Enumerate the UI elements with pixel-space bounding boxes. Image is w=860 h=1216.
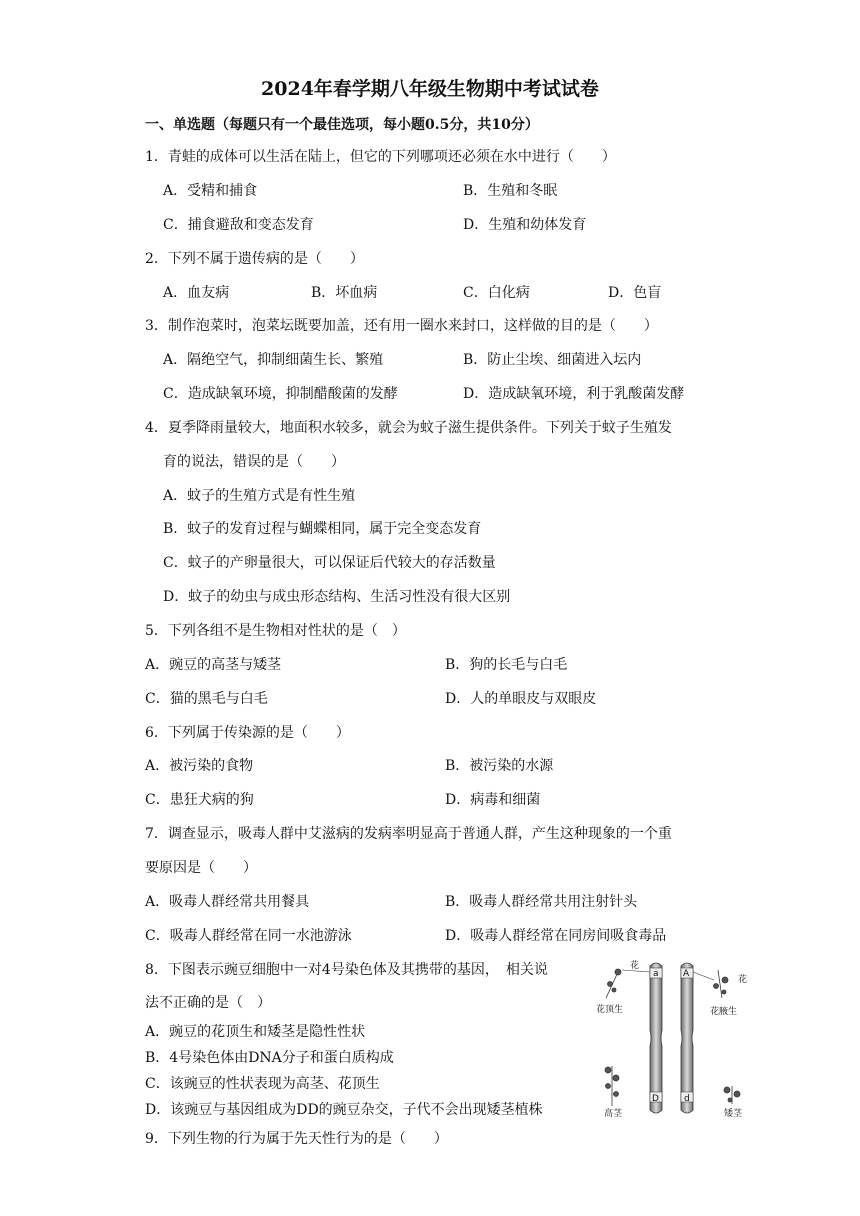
tall-stem-plant [605,1066,619,1106]
q5-option-d: D．人的单眼皮与双眼皮 [445,691,597,707]
question-2-stem: 2．下列不属于遗传病的是（ ） [145,251,364,267]
q1-option-a: A．受精和捕食 [163,183,258,199]
q8-option-a: A．豌豆的花顶生和矮茎是隐性性状 [145,1024,366,1040]
q3-option-b: B．防止尘埃、细菌进入坛内 [463,352,642,368]
q4-option-c: C．蚊子的产卵量很大，可以保证后代较大的存活数量 [163,555,496,571]
question-5-stem: 5．下列各组不是生物相对性状的是（ ） [145,623,406,639]
q2-option-c: C．白化病 [463,285,530,301]
q5-option-b: B．狗的长毛与白毛 [445,657,568,673]
q4-option-b: B．蚊子的发育过程与蝴蝶相同，属于完全变态发育 [163,521,482,537]
question-4-stem: 4．夏季降雨量较大，地面积水较多，就会为蚊子滋生提供条件。下列关于蚊子生殖发 [145,420,672,436]
q1-option-d: D．生殖和幼体发育 [463,217,587,233]
q1-option-c: C．捕食避敌和变态发育 [163,217,314,233]
q6-option-d: D．病毒和细菌 [445,792,541,808]
gene-label-A: A [683,969,690,979]
q8-option-c: C．该豌豆的性状表现为高茎、花顶生 [145,1076,380,1092]
gene-label-a: a [653,969,659,979]
label-flower-right: 花 [738,975,748,985]
section-heading: 一、单选题（每题只有一个最佳选项，每小题0.5分，共10分） [145,117,539,133]
q8-option-b: B．4号染色体由DNA分子和蛋白质构成 [145,1050,394,1066]
q7-option-d: D．吸毒人群经常在同房间吸食毒品 [445,928,667,944]
q5-option-c: C．猫的黑毛与白毛 [145,691,268,707]
q7-option-b: B．吸毒人群经常共用注射针头 [445,894,638,910]
question-4-stem-cont: 育的说法，错误的是（ ） [163,454,345,470]
q2-option-a: A．血友病 [163,285,230,301]
label-terminal-flower: 花顶生 [596,1005,624,1015]
q4-option-a: A．蚊子的生殖方式是有性生殖 [163,488,356,504]
label-flower-left: 花 [630,961,640,971]
q3-option-a: A．隔绝空气，抑制细菌生长、繁殖 [163,352,384,368]
page-title: 2024年春学期八年级生物期中考试试卷 [261,78,599,100]
label-axillary-flower: 花腋生 [710,1007,738,1017]
dwarf-stem-plant [724,1086,740,1104]
q7-option-a: A．吸毒人群经常共用餐具 [145,894,310,910]
q4-option-d: D．蚊子的幼虫与成虫形态结构、生活习性没有很大区别 [163,589,511,605]
q6-option-c: C．患狂犬病的狗 [145,792,254,808]
question-3-stem: 3．制作泡菜时，泡菜坛既要加盖，还有用一圈水来封口，这样做的目的是（ ） [145,318,658,334]
q6-option-a: A．被污染的食物 [145,758,254,774]
axillary-flower-plant [693,970,728,998]
question-7-stem: 7．调查显示，吸毒人群中艾滋病的发病率明显高于普通人群，产生这种现象的一个重 [145,826,672,842]
gene-label-d: d [684,1094,690,1104]
label-dwarf-stem: 矮茎 [724,1109,743,1118]
question-7-stem-cont: 要原因是（ ） [145,860,257,876]
label-tall-stem: 高茎 [604,1109,623,1118]
terminal-flower-plant [606,969,650,998]
question-1-stem: 1．青蛙的成体可以生活在陆上，但它的下列哪项还必须在水中进行（ ） [145,149,616,165]
q3-option-d: D．造成缺氧环境，利于乳酸菌发酵 [463,386,685,402]
gene-label-D: D [652,1094,659,1104]
q2-option-d: D．色盲 [608,285,662,301]
chromosome-figure [594,958,762,1118]
q6-option-b: B．被污染的水源 [445,758,554,774]
q7-option-c: C．吸毒人群经常在同一水池游泳 [145,928,352,944]
question-9-stem: 9．下列生物的行为属于先天性行为的是（ ） [145,1131,448,1147]
q2-option-b: B．坏血病 [311,285,378,301]
question-8-stem: 8．下图表示豌豆细胞中一对4号染色体及其携带的基因， 相关说 [145,962,548,978]
chromosome-right [681,963,693,1113]
q8-option-d: D．该豌豆与基因组成为DD的豌豆杂交，子代不会出现矮茎植株 [145,1102,543,1118]
q1-option-b: B．生殖和冬眠 [463,183,558,199]
question-8-stem-cont: 法不正确的是（ ） [145,995,271,1011]
chromosome-left [650,963,662,1113]
question-6-stem: 6．下列属于传染源的是（ ） [145,725,350,741]
q3-option-c: C．造成缺氧环境，抑制醋酸菌的发酵 [163,386,398,402]
q5-option-a: A．豌豆的高茎与矮茎 [145,657,282,673]
